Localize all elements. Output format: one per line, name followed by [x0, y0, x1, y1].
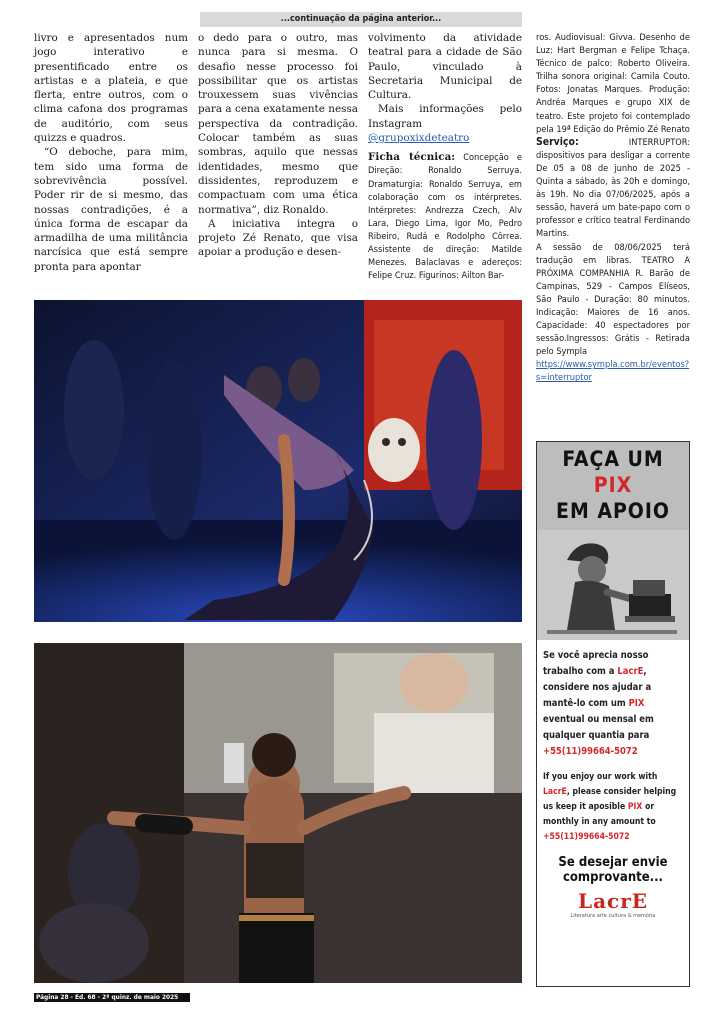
ad-text-portuguese: Se você aprecia nosso trabalho com a LacrE, considere nos ajudar a mantê-lo com um PIX eventual ou mensal em qualquer quantia para +55(11)99664-5072 — [543, 650, 654, 757]
article-paragraph: o dedo para o outro, mas nunca para si mesma. O desafio nesse processo foi possibilitar que os artistas trouxessem suas vivências para a cena exatamente nessa perspectiva da contradição. Colocar também as suas sombras, aquilo que nessas identidades, mesmo que dissidentes, reproduzem e compactuam com uma ética normativa”, diz Ronaldo. — [198, 32, 358, 216]
instagram-lead: Mais informações pelo Instagram — [368, 103, 522, 130]
typewriter-icon — [537, 530, 687, 640]
article-column-2 — [198, 31, 358, 260]
continuation-banner: ...continuação da página anterior... — [200, 12, 522, 27]
tech-sheet — [368, 151, 522, 282]
ad-text-english: If you enjoy our work with LacrE, please consider helping us keep it aposible PIX or monthly in any amount to +55(11)99664-5072 — [543, 772, 677, 842]
lacre-logo-tagline: Literatura arte cultura & memória — [570, 913, 656, 919]
pix-donation-ad — [536, 441, 690, 987]
service-text: INTERRUPTOR: dispositivos para desligar a corrente De 05 a 08 de junho de 2025 - Quinta a sábado, às 20h e domingo, às 19h. No dia 07/06/2025, após a sessão, haverá um bate-papo com o professor e crítico teatral Ferdinando Martins. — [536, 136, 690, 240]
article-paragraph: volvimento da atividade teatral para a cidade de São Paulo, vinculado à Secretaria Municipal de Cultura. — [368, 32, 522, 102]
pix-word: PIX — [627, 802, 643, 812]
article-paragraph: “O deboche, para mim, tem sido uma forma de sobrevivência possível. Poder rir de si mesmo, das nossas contradições, é a única forma de escapar da armadilha de uma militância narcísica que está sempre pronta para apontar — [34, 146, 188, 273]
brand-lacre: LacrE — [617, 666, 644, 677]
ad-send-receipt: Se desejar envie comprovante... — [558, 855, 668, 885]
ad-body — [537, 640, 689, 845]
performance-photo-arms-open — [34, 643, 522, 983]
tech-sheet-text: Concepção e Direção: Ronaldo Serruya. Dramaturgia: Ronaldo Serruya, em colaboração com os intérpretes. Intérpretes: Andrezza Czech, Alv Lara, Diego Lima, Igor Mo, Pedro Ribeiro, Rudá e Rodolpho Côrrea. Assistente de direção: Matilde Menezes. Balaclavas e adereços: Felipe Cruz. Figurinos: Ailton Bar- — [368, 152, 522, 282]
ad-headline-line1: FAÇA UM — [562, 447, 664, 471]
sympla-link[interactable]: https://www.sympla.com.br/eventos?s=interruptor — [536, 359, 690, 384]
session-paragraph: A sessão de 08/06/2025 terá tradução em libras. TEATRO A PRÓXIMA COMPANHIA R. Barão de Campinas, 529 - Campos Elíseos, São Paulo - Duração: 80 minutos. Indicação: Maiores de 16 anos. Capacidade: 40 espectadores por sessão.Ingressos: Grátis - Retirada pelo Sympla — [536, 241, 690, 358]
page-footer: Página 28 - Ed. 68 - 2ª quinz. de maio 2025 — [34, 993, 190, 1002]
service-paragraph — [536, 136, 690, 241]
brand-lacre: LacrE — [543, 787, 567, 797]
ad-headline-pix: PIX — [593, 473, 633, 497]
article-column-4 — [536, 31, 690, 385]
tech-sheet-label: Ficha técnica: — [368, 151, 456, 164]
arms-open-illustration — [34, 643, 522, 983]
article-paragraph: A iniciativa integra o projeto Zé Renato, que visa apoiar a produção e desen- — [198, 217, 358, 259]
pix-phone-number: +55(11)99664-5072 — [543, 746, 638, 757]
instagram-link[interactable]: @grupoxixdeteatro — [368, 132, 470, 145]
lacre-logo — [537, 889, 689, 919]
ad-headline-line2: EM APOIO — [556, 499, 670, 523]
pix-phone-number: +55(11)99664-5072 — [543, 832, 630, 842]
typewriter-man-illustration — [537, 530, 689, 640]
article-column-3 — [368, 31, 522, 282]
lacre-logo-name: LacrE — [578, 889, 648, 913]
masked-dancer-illustration — [34, 300, 522, 622]
pix-word: PIX — [628, 698, 645, 709]
performance-photo-masked-dancer — [34, 300, 522, 622]
ad-headline — [537, 442, 689, 530]
instagram-paragraph — [368, 102, 522, 145]
article-column-1 — [34, 31, 188, 274]
credits-paragraph: ros. Audiovisual: Givva. Desenho de Luz: Hart Bergman e Felipe Tchaça. Técnico de palco: Roberto Oliveira. Trilha sonora original: Camila Couto. Fotos: Jonatas Marques. Produção: Andréa Marques e grupo XIX de teatro. Este projeto foi contemplado pela 19ª Edição do Prêmio Zé Renato — [536, 32, 690, 135]
service-label: Serviço: — [536, 135, 579, 148]
article-paragraph: livro e apresentados num jogo interativo e presentificado entre os artistas e a plateia, e que flerta, entre outros, com o clima cafona dos programas de auditório, com seus quizzs e quadros. — [34, 32, 188, 145]
